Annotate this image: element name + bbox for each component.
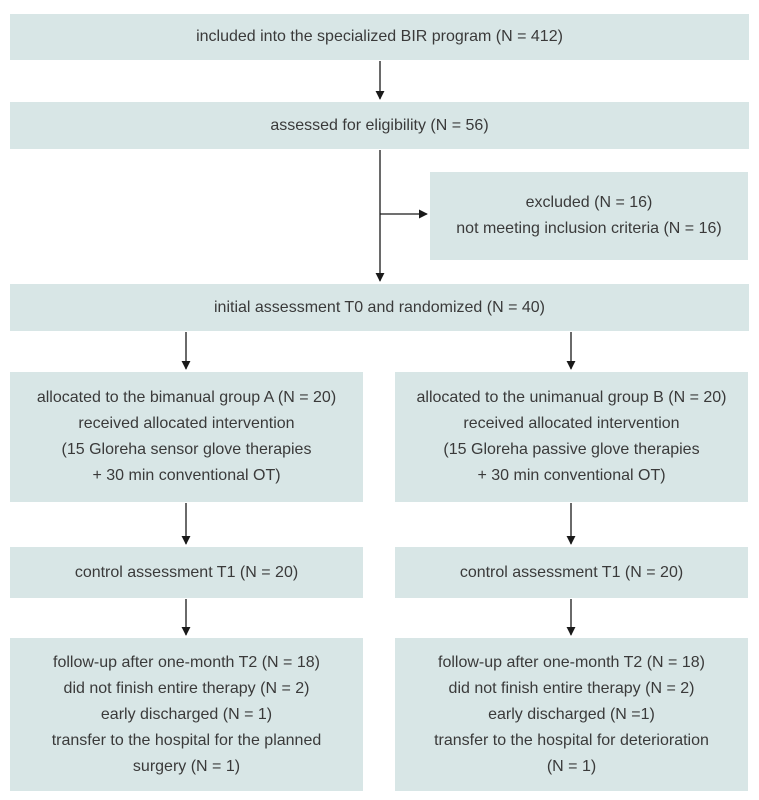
box-assessed (10, 102, 749, 149)
group-b-control-text: control assessment T1 (N = 20) (459, 563, 684, 581)
box-group-b-control (395, 547, 748, 598)
group-b-allocated-line-3: (15 Gloreha passive glove therapies (443, 441, 700, 458)
group-b-allocated-line-4: + 30 min conventional OT) (477, 467, 666, 484)
group-b-followup-line-2: did not finish entire therapy (N = 2) (448, 679, 695, 697)
box-initial-assessment (10, 284, 749, 331)
box-included (10, 14, 749, 60)
excluded-line-2: not meeting inclusion criteria (N = 16) (456, 220, 722, 237)
group-a-followup-line-5: surgery (N = 1) (132, 757, 241, 775)
group-a-allocated-line-1: allocated to the bimanual group A (N = 20) (36, 389, 337, 406)
initial-assessment-text: initial assessment T0 and randomized (N = 40) (214, 298, 545, 316)
group-a-control-text: control assessment T1 (N = 20) (74, 563, 299, 581)
box-group-b-allocated (395, 372, 748, 502)
group-b-followup-line-3: early discharged (N =1) (488, 705, 655, 723)
box-group-b-followup (395, 638, 748, 791)
box-group-a-allocated (10, 372, 363, 502)
group-a-followup-line-3: early discharged (N = 1) (100, 705, 273, 723)
excluded-line-1: excluded (N = 16) (525, 194, 653, 211)
group-a-followup-line-1: follow-up after one-month T2 (N = 18) (53, 653, 320, 671)
assessed-text: assessed for eligibility (N = 56) (270, 116, 489, 134)
box-group-a-control (10, 547, 363, 598)
box-excluded (430, 172, 748, 260)
included-text: included into the specialized BIR program (N = 412) (196, 28, 563, 45)
group-b-followup-line-5: (N = 1) (546, 757, 597, 775)
box-group-a-followup (10, 638, 363, 791)
group-b-allocated-line-1: allocated to the unimanual group B (N = 20) (416, 389, 727, 406)
group-b-followup-line-4: transfer to the hospital for deterioration (434, 731, 709, 749)
group-a-allocated-line-4: + 30 min conventional OT) (92, 467, 281, 484)
group-a-allocated-line-3: (15 Gloreha sensor glove therapies (61, 441, 312, 458)
group-a-followup-line-2: did not finish entire therapy (N = 2) (63, 679, 310, 697)
group-a-allocated-line-2: received allocated intervention (78, 415, 295, 432)
group-a-followup-line-4: transfer to the hospital for the planned (51, 731, 322, 749)
group-b-allocated-line-2: received allocated intervention (463, 415, 680, 432)
group-b-followup-line-1: follow-up after one-month T2 (N = 18) (438, 653, 705, 671)
